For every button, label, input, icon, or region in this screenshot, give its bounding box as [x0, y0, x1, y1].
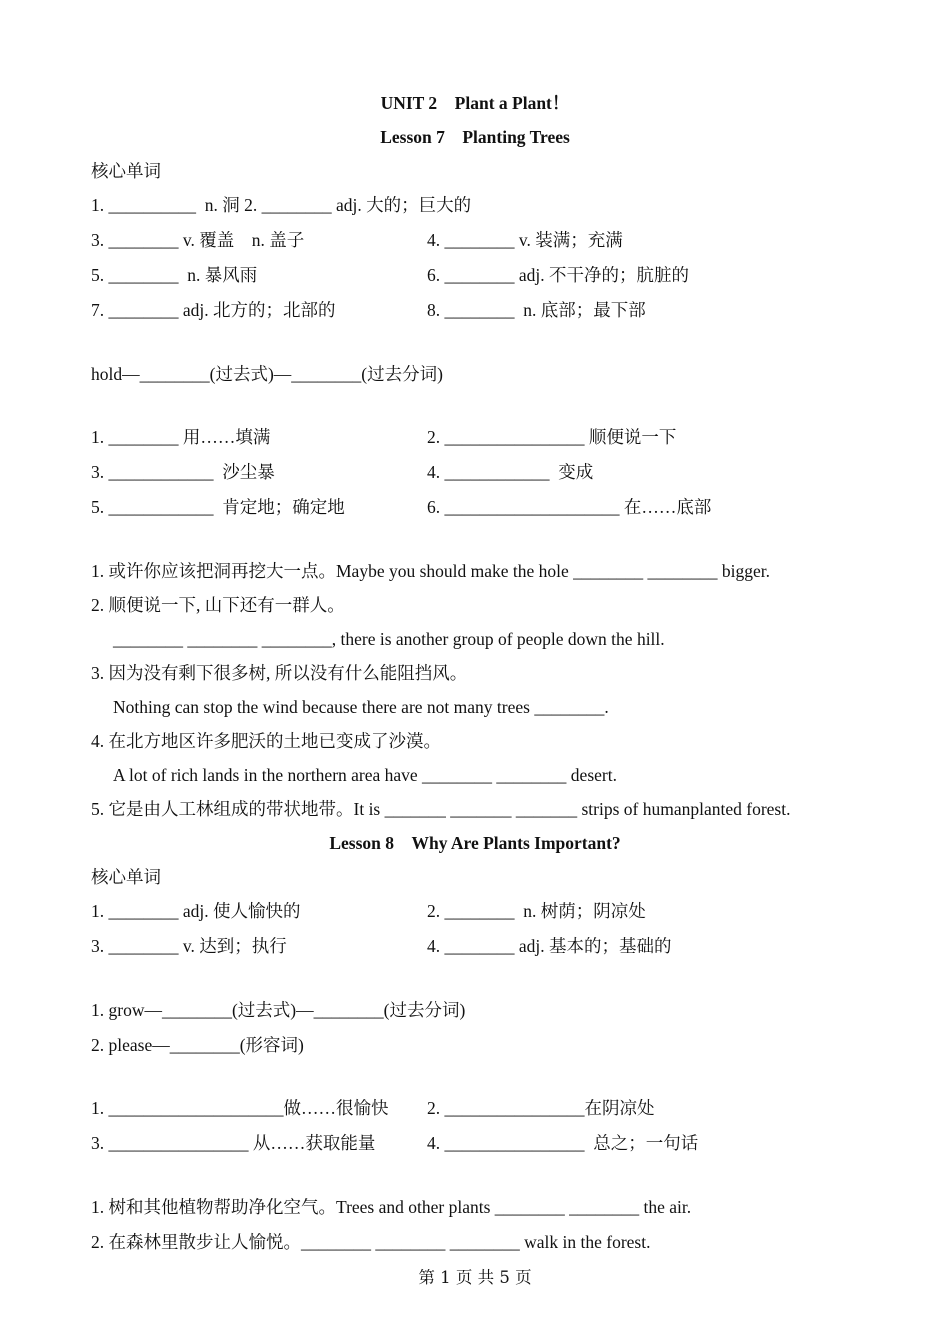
lesson7-sentence: 4. 在北方地区许多肥沃的土地已变成了沙漠。: [91, 731, 441, 751]
lesson7-phrase-item: 3. ____________ 沙尘暴: [91, 462, 275, 482]
lesson7-sentence: 5. 它是由人工林组成的带状地带。It is _______ _______ _______ strips of humanplanted forest.: [91, 799, 791, 819]
lesson7-phrase-item: 2. ________________ 顺便说一下: [427, 427, 677, 447]
lesson7-sentence: A lot of rich lands in the northern area have ________ ________ desert.: [113, 765, 617, 785]
lesson7-phrase-item: 6. ____________________ 在……底部: [427, 497, 712, 517]
lesson8-title: Lesson 8 Why Are Plants Important?: [329, 833, 621, 853]
lesson7-sentence: ________ ________ ________, there is another group of people down the hill.: [113, 629, 665, 649]
lesson8-word-forms: 1. grow—________(过去式)—________(过去分词): [91, 1000, 466, 1020]
lesson7-title: Lesson 7 Planting Trees: [380, 127, 570, 147]
lesson7-vocab-item: 4. ________ v. 装满；充满: [427, 230, 623, 250]
lesson7-word-forms: hold—________(过去式)—________(过去分词): [91, 364, 443, 384]
lesson7-vocab-item: 8. ________ n. 底部；最下部: [427, 300, 646, 320]
lesson8-sentence: 1. 树和其他植物帮助净化空气。Trees and other plants ________ ________ the air.: [91, 1197, 692, 1217]
lesson7-vocab-item: 5. ________ n. 暴风雨: [91, 265, 258, 285]
lesson8-vocab-header: 核心单词: [91, 867, 161, 887]
lesson7-vocab-item: 3. ________ v. 覆盖 n. 盖子: [91, 230, 305, 250]
lesson7-phrase-item: 4. ____________ 变成: [427, 462, 594, 482]
lesson7-sentence: Nothing can stop the wind because there are not many trees ________.: [113, 697, 609, 717]
lesson7-vocab-item: 6. ________ adj. 不干净的；肮脏的: [427, 265, 690, 285]
lesson8-vocab-item: 3. ________ v. 达到；执行: [91, 936, 287, 956]
lesson8-vocab-item: 1. ________ adj. 使人愉快的: [91, 901, 301, 921]
lesson8-vocab-item: 4. ________ adj. 基本的；基础的: [427, 936, 672, 956]
lesson7-phrase-item: 1. ________ 用……填满: [91, 427, 271, 447]
lesson8-sentence: 2. 在森林里散步让人愉悦。________ ________ ________ walk in the forest.: [91, 1232, 651, 1252]
unit-title: UNIT 2 Plant a Plant！: [380, 93, 570, 113]
lesson8-vocab-item: 2. ________ n. 树荫；阴凉处: [427, 901, 646, 921]
lesson8-phrase-item: 1. ____________________做……很愉快: [91, 1098, 389, 1118]
lesson7-sentence: 3. 因为没有剩下很多树, 所以没有什么能阻挡风。: [91, 663, 468, 683]
lesson8-word-forms: 2. please—________(形容词): [91, 1035, 304, 1055]
lesson7-vocab-item: 1. __________ n. 洞 2. ________ adj. 大的；巨大的: [91, 195, 472, 215]
lesson7-sentence: 2. 顺便说一下, 山下还有一群人。: [91, 595, 345, 615]
lesson8-phrase-item: 4. ________________ 总之；一句话: [427, 1133, 699, 1153]
lesson7-vocab-header: 核心单词: [91, 161, 161, 181]
lesson7-phrase-item: 5. ____________ 肯定地；确定地: [91, 497, 345, 517]
page-footer: 第 1 页 共 5 页: [418, 1268, 532, 1287]
lesson7-vocab-item: 7. ________ adj. 北方的；北部的: [91, 300, 336, 320]
lesson8-phrase-item: 2. ________________在阴凉处: [427, 1098, 655, 1118]
lesson7-sentence: 1. 或许你应该把洞再挖大一点。Maybe you should make the hole ________ ________ bigger.: [91, 561, 771, 581]
lesson8-phrase-item: 3. ________________ 从……获取能量: [91, 1133, 376, 1153]
